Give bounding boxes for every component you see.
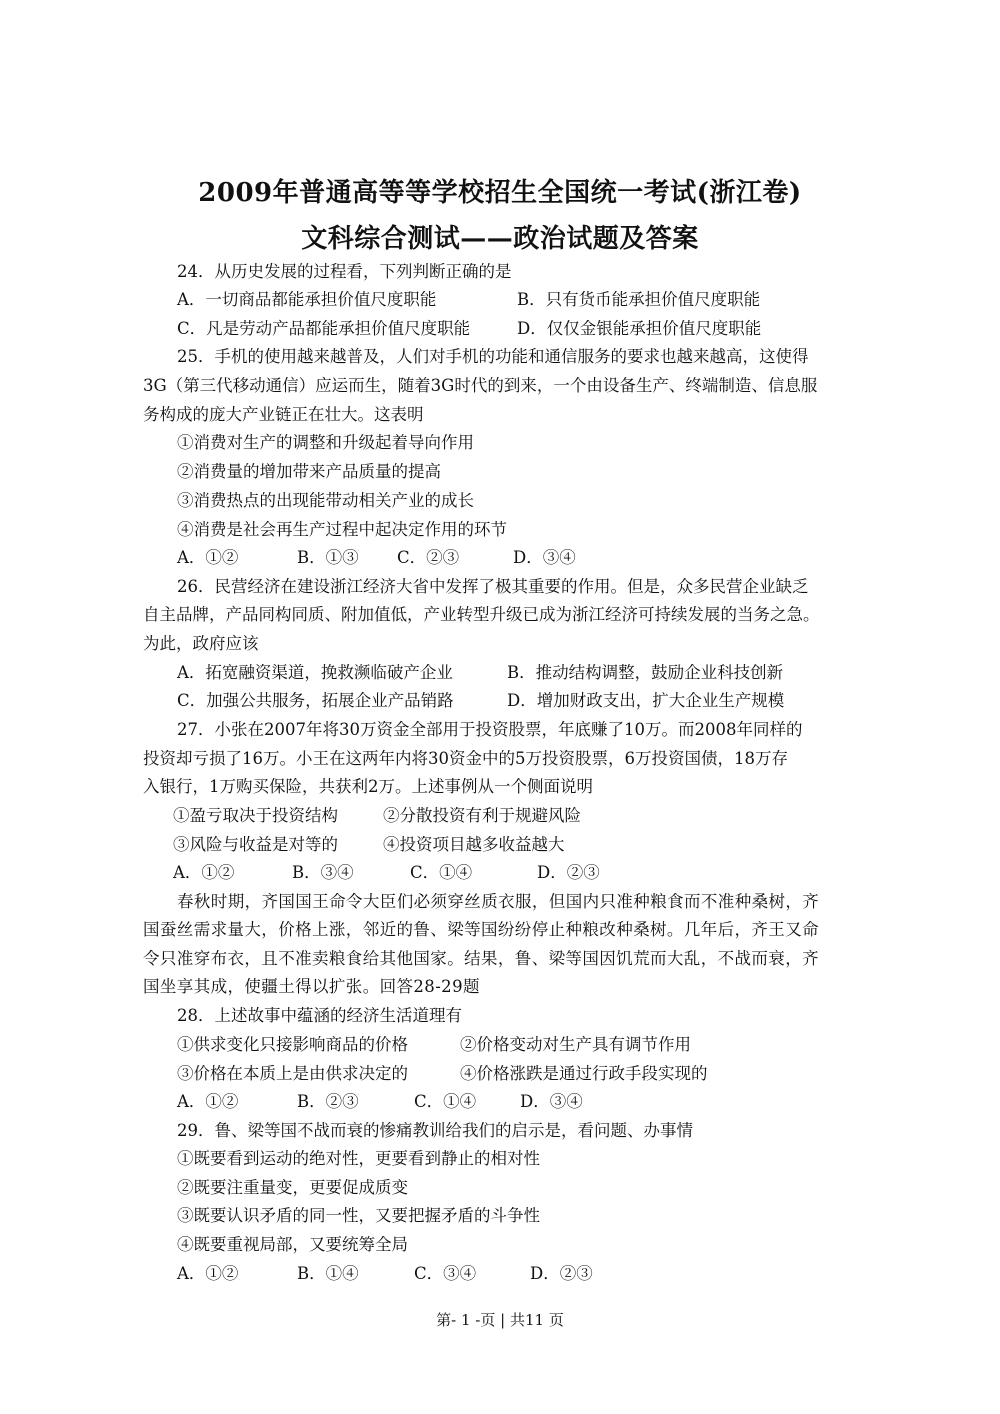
q27-item-4: ④投资项目越多收益越大 [383, 835, 565, 854]
q25-option-a: A．①② [177, 548, 239, 567]
q25-option-c: C．②③ [397, 548, 460, 567]
q26-option-c: C．加强公共服务，拓展企业产品销路 [177, 691, 454, 710]
q28-option-d: D．③④ [520, 1092, 583, 1111]
q29-item-2: ②既要注重量变，更要促成质变 [177, 1178, 408, 1197]
q25-item-1: ①消费对生产的调整和升级起着导向作用 [177, 433, 474, 452]
q25-item-4: ④消费是社会再生产过程中起决定作用的环节 [177, 520, 507, 539]
q28-item-3: ③价格在本质上是由供求决定的 [177, 1064, 408, 1083]
page-title: 2009年普通高等等学校招生全国统一考试(浙江卷) [198, 178, 802, 208]
q25-stem-line3: 务构成的庞大产业链正在壮大。这表明 [143, 405, 424, 424]
q27-stem-line1: 27．小张在2007年将30万资金全部用于投资股票，年底赚了10万。而2008年同样的 [177, 720, 803, 739]
q29-option-c: C．③④ [414, 1264, 477, 1283]
q26-option-d: D．增加财政支出，扩大企业生产规模 [507, 691, 785, 710]
q28-item-2: ②价格变动对生产具有调节作用 [460, 1035, 691, 1054]
q27-item-3: ③风险与收益是对等的 [173, 835, 338, 854]
q24-option-b: B．只有货币能承担价值尺度职能 [517, 290, 761, 309]
q24-option-a: A．一切商品都能承担价值尺度职能 [177, 290, 437, 309]
q28-option-a: A．①② [177, 1092, 239, 1111]
q28-option-b: B．②③ [297, 1092, 359, 1111]
q28-option-c: C．①④ [414, 1092, 477, 1111]
q26-stem-line1: 26．民营经济在建设浙江经济大省中发挥了极其重要的作用。但是，众多民营企业缺乏 [177, 577, 809, 596]
q29-option-d: D．②③ [530, 1264, 593, 1283]
q24-option-c: C．凡是劳动产品都能承担价值尺度职能 [177, 319, 471, 338]
q27-stem-line3: 入银行，1万购买保险，共获利2万。上述事例从一个侧面说明 [143, 777, 593, 796]
q27-option-c: C．①④ [410, 863, 473, 882]
q28-item-4: ④价格涨跌是通过行政手段实现的 [460, 1064, 708, 1083]
q26-stem-line2: 自主品牌，产品同构同质、附加值低，产业转型升级已成为浙江经济可持续发展的当务之急。 [143, 605, 820, 624]
story-line3: 令只准穿布衣，且不准卖粮食给其他国家。结果，鲁、梁等国因饥荒而大乱，不战而衰，齐 [143, 949, 819, 968]
page-footer: 第- 1 -页 | 共11 页 [436, 1311, 564, 1329]
q26-option-a: A．拓宽融资渠道，挽救濒临破产企业 [177, 663, 453, 682]
q25-item-2: ②消费量的增加带来产品质量的提高 [177, 462, 441, 481]
q26-option-b: B．推动结构调整，鼓励企业科技创新 [507, 663, 784, 682]
q27-item-2: ②分散投资有利于规避风险 [383, 806, 581, 825]
q24-stem: 24．从历史发展的过程看，下列判断正确的是 [177, 262, 512, 281]
q25-option-d: D．③④ [513, 548, 576, 567]
q29-item-3: ③既要认识矛盾的同一性，又要把握矛盾的斗争性 [177, 1206, 540, 1225]
q27-option-d: D．②③ [537, 863, 600, 882]
q26-stem-line3: 为此，政府应该 [143, 634, 259, 653]
q27-option-b: B．③④ [292, 863, 354, 882]
q25-stem-line1: 25．手机的使用越来越普及，人们对手机的功能和通信服务的要求也越来越高，这使得 [177, 347, 809, 366]
q29-option-a: A．①② [177, 1264, 239, 1283]
q29-item-1: ①既要看到运动的绝对性，更要看到静止的相对性 [177, 1149, 540, 1168]
q27-item-1: ①盈亏取决于投资结构 [173, 806, 338, 825]
story-line1: 春秋时期，齐国国王命令大臣们必须穿丝质衣服，但国内只准种粮食而不准种桑树，齐 [177, 892, 820, 911]
page-subtitle: 文科综合测试——政治试题及答案 [301, 224, 699, 254]
story-line4: 国坐享其成，使疆土得以扩张。回答28-29题 [143, 977, 480, 996]
q27-option-a: A．①② [173, 863, 235, 882]
q29-stem: 29．鲁、梁等国不战而衰的惨痛教训给我们的启示是，看问题、办事情 [177, 1121, 693, 1140]
q29-option-b: B．①④ [297, 1264, 359, 1283]
q24-option-d: D．仅仅金银能承担价值尺度职能 [517, 319, 762, 338]
q25-stem-line2: 3G（第三代移动通信）应运而生，随着3G时代的到来，一个由设备生产、终端制造、信息服 [143, 376, 818, 395]
q27-stem-line2: 投资却亏损了16万。小王在这两年内将30资金中的5万投资股票，6万投资国债，18万存 [143, 749, 788, 768]
q28-stem: 28．上述故事中蕴涵的经济生活道理有 [177, 1006, 462, 1025]
q25-option-b: B．①③ [297, 548, 359, 567]
story-line2: 国蚕丝需求量大，价格上涨，邻近的鲁、梁等国纷纷停止种粮改种桑树。几年后，齐王又命 [143, 920, 819, 939]
q25-item-3: ③消费热点的出现能带动相关产业的成长 [177, 491, 474, 510]
q29-item-4: ④既要重视局部，又要统筹全局 [177, 1235, 408, 1254]
q28-item-1: ①供求变化只接影响商品的价格 [177, 1035, 408, 1054]
